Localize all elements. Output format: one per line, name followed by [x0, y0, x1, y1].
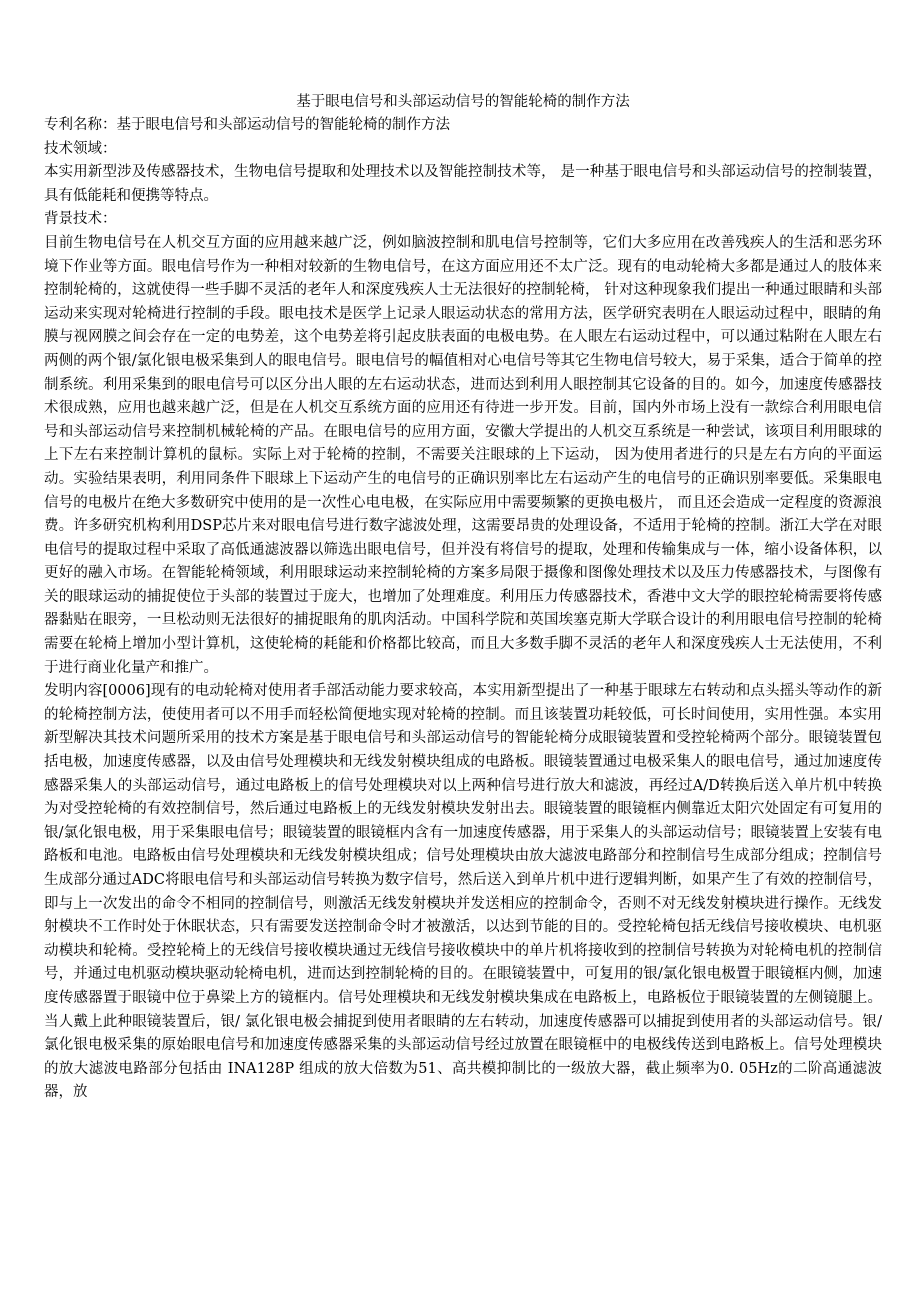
invention-paragraph: 发明内容[0006]现有的电动轮椅对使用者手部活动能力要求较高，本实用新型提出了一种基于眼球左右转动和点头摇头等动作的新的轮椅控制方法，使使用者可以不用手而轻松简便地实现对轮椅的控制。而且该装置功耗较低，可长时间使用，实用性强。本实用新型解决其技术问题所采用的技术方案是基于眼电信号和头部运动信号的智能轮椅分成眼镜装置和受控轮椅两个部分。眼镜装置包括电极，加速度传感器，以及由信号处理模块和无线发射模块组成的电路板。眼镜装置通过电极采集人的眼电信号，通过加速度传感器采集人的头部运动信号，通过电路板上的信号处理模块对以上两种信号进行放大和滤波，再经过A/D转换后送入单片机中转换为对受控轮椅的有效控制信号，然后通过电路板上的无线发射模块发射出去。眼镜装置的眼镜框内侧靠近太阳穴处固定有可复用的银/氯化银电极，用于采集眼电信号；眼镜装置的眼镜框内含有一加速度传感器，用于采集人的头部运动信号；眼镜装置上安装有电路板和电池。电路板由信号处理模块和无线发射模块组成；信号处理模块由放大滤波电路部分和控制信号生成部分组成；控制信号生成部分通过ADC将眼电信号和头部运动信号转换为数字信号，然后送入到单片机中进行逻辑判断，如果产生了有效的控制信号，即与上一次发出的命令不相同的控制信号，则激活无线发射模块并发送相应的控制命令，否则不对无线发射模块进行操作。无线发射模块不工作时处于休眠状态，只有需要发送控制命令时才被激活，以达到节能的目的。受控轮椅包括无线信号接收模块、电机驱动模块和轮椅。受控轮椅上的无线信号接收模块通过无线信号接收模块中的单片机将接收到的控制信号转换为对轮椅电机的控制信号，并通过电机驱动模块驱动轮椅电机，进而达到控制轮椅的目的。在眼镜装置中，可复用的银/氯化银电极置于眼镜框内侧，加速度传感器置于眼镜中位于鼻梁上方的镜框内。信号处理模块和无线发射模块集成在电路板上，电路板位于眼镜装置的左侧镜腿上。当人戴上此种眼镜装置后，银/ 氯化银电极会捕捉到使用者眼睛的左右转动，加速度传感器可以捕捉到使用者的头部运动信号。银/氯化银电极采集的原始眼电信号和加速度传感器采集的头部运动信号经过放置在眼镜框中的电极线传送到电路板上。信号处理模块的放大滤波电路部分包括由 INA128P 组成的放大倍数为51、高共模抑制比的一级放大器，截止频率为0. 05Hz的二阶高通滤波器，放 — [44, 683, 882, 1101]
document-page — [44, 90, 882, 1105]
tech-field-heading: 技术领域： — [44, 140, 117, 157]
background-paragraph: 目前生物电信号在人机交互方面的应用越来越广泛，例如脑波控制和肌电信号控制等，它们大多应用在改善残疾人的生活和恶劣环境下作业等方面。眼电信号作为一种相对较新的生物电信号，在这方面应用还不太广泛。现有的电动轮椅大多都是通过人的肢体来控制轮椅的，这就使得一些手脚不灵活的老年人和深度残疾人士无法很好的控制轮椅， 针对这种现象我们提出一种通过眼睛和头部运动来实现对轮椅进行控制的手段。眼电技术是医学上记录人眼运动状态的常用方法，医学研究表明在人眼运动过程中，眼睛的角膜与视网膜之间会存在一定的电势差，这个电势差将引起皮肤表面的电极电势。在人眼左右运动过程中，可以通过粘附在人眼左右两侧的两个银/氯化银电极采集到人的眼电信号。眼电信号的幅值相对心电信号等其它生物电信号较大，易于采集，适合于简单的控制系统。利用采集到的眼电信号可以区分出人眼的左右运动状态，进而达到利用人眼控制其它设备的目的。如今，加速度传感器技术很成熟，应用也越来越广泛，但是在人机交互系统方面的应用还有待进一步开发。目前，国内外市场上没有一款综合利用眼电信号和头部运动信号来控制机械轮椅的产品。在眼电信号的应用方面，安徽大学提出的人机交互系统是一种尝试，该项目利用眼球的上下左右来控制计算机的鼠标。实际上对于轮椅的控制，不需要关注眼球的上下运动， 因为使用者进行的只是左右方向的平面运动。实验结果表明，利用同条件下眼球上下运动产生的电信号的正确识别率比左右运动产生的电信号的正确识别率要低。采集眼电信号的电极片在绝大多数研究中使用的是一次性心电电极，在实际应用中需要频繁的更换电极片， 而且还会造成一定程度的资源浪费。许多研究机构利用DSP芯片来对眼电信号进行数字滤波处理，这需要昂贵的处理设备，不适用于轮椅的控制。浙江大学在对眼电信号的提取过程中采取了高低通滤波器以筛选出眼电信号，但并没有将信号的提取，处理和传输集成与一体，缩小设备体积，以更好的融入市场。在智能轮椅领域，利用眼球运动来控制轮椅的方案多局限于摄像和图像处理技术以及压力传感器技术，与图像有关的眼球运动的捕捉使位于头部的装置过于庞大，也增加了处理难度。利用压力传感器技术，香港中文大学的眼控轮椅需要将传感器黏贴在眼旁，一旦松动则无法很好的捕捉眼角的肌肉活动。中国科学院和英国埃塞克斯大学联合设计的利用眼电信号控制的轮椅需要在轮椅上增加小型计算机，这使轮椅的耗能和价格都比较高，而且大多数手脚不灵活的老年人和深度残疾人士无法使用，不利于进行商业化量产和推广。 — [44, 234, 882, 676]
background-heading: 背景技术： — [44, 211, 117, 228]
patent-name-line: 专利名称：基于眼电信号和头部运动信号的智能轮椅的制作方法 — [44, 117, 450, 133]
tech-field-paragraph: 本实用新型涉及传感器技术，生物电信号提取和处理技术以及智能控制技术等， 是一种基于眼电信号和头部运动信号的控制装置，具有低能耗和便携等特点。 — [44, 164, 882, 204]
document-title: 基于眼电信号和头部运动信号的智能轮椅的制作方法 — [296, 94, 630, 110]
